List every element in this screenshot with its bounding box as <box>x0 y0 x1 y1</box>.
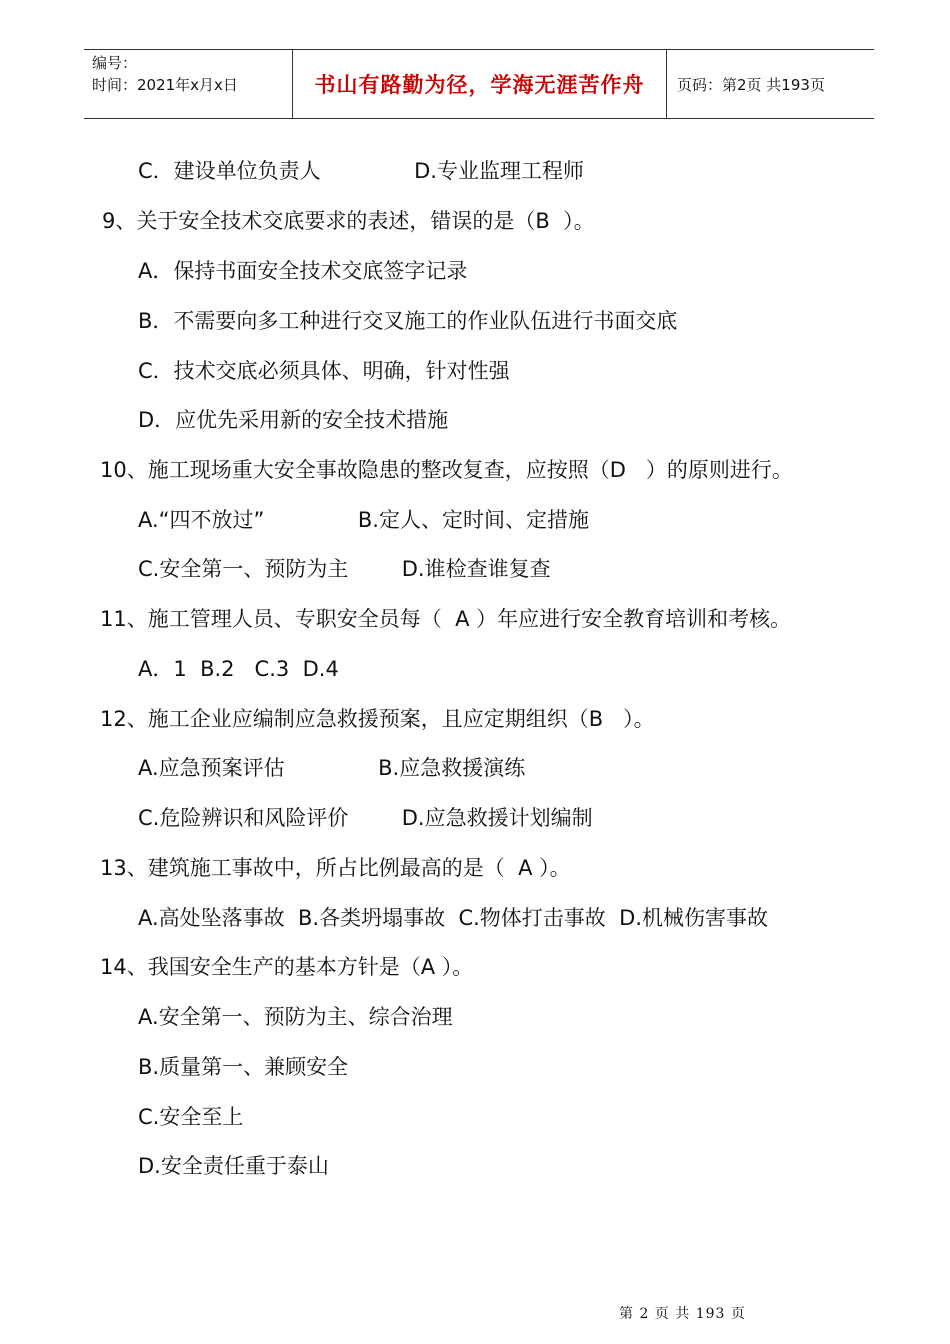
option-line: A．保持书面安全技术交底签字记录 <box>138 259 468 283</box>
option-line: C.安全第一、预防为主 D.谁检查谁复查 <box>138 557 551 581</box>
option-line: C．建设单位负责人 D.专业监理工程师 <box>138 159 584 183</box>
question-line: 13、建筑施工事故中，所占比例最高的是（ A ）。 <box>100 856 571 880</box>
motto-text: 书山有路勤为径，学海无涯苦作舟 <box>314 73 645 97</box>
page-info-text: 页码：第2页 共193页 <box>677 75 825 94</box>
option-line: A．1 B.2 C.3 D.4 <box>138 657 339 681</box>
option-line: A.高处坠落事故 B.各类坍塌事故 C.物体打击事故 D.机械伤害事故 <box>138 906 768 930</box>
number-label: 编号： <box>92 54 138 72</box>
page-footer: 第 2 页 共 193 页 <box>619 1306 746 1322</box>
option-line: A.“四不放过” B.定人、定时间、定措施 <box>138 508 589 532</box>
question-line: 10、施工现场重大安全事故隐患的整改复查，应按照（D ）的原则进行。 <box>100 458 793 482</box>
option-line: B.质量第一、兼顾安全 <box>138 1055 349 1079</box>
header-motto <box>293 50 667 118</box>
page-header <box>84 49 874 119</box>
option-line: D．应优先采用新的安全技术措施 <box>138 408 449 432</box>
header-page-info <box>667 50 874 118</box>
option-line: A.应急预案评估 B.应急救援演练 <box>138 756 526 780</box>
question-line: 12、施工企业应编制应急救援预案，且应定期组织（B ）。 <box>100 707 655 731</box>
option-line: A.安全第一、预防为主、综合治理 <box>138 1005 453 1029</box>
header-meta <box>84 50 293 118</box>
question-line: 9、关于安全技术交底要求的表述，错误的是（B ）。 <box>102 209 595 233</box>
option-line: C.安全至上 <box>138 1105 244 1129</box>
option-line: C．技术交底必须具体、明确，针对性强 <box>138 359 510 383</box>
question-line: 11、施工管理人员、专职安全员每（ A ）年应进行安全教育培训和考核。 <box>100 607 792 631</box>
option-line: C.危险辨识和风险评价 D.应急救援计划编制 <box>138 806 593 830</box>
time-label: 时间：2021年x月x日 <box>92 76 238 94</box>
option-line: D.安全责任重于泰山 <box>138 1154 329 1178</box>
option-line: B．不需要向多工种进行交叉施工的作业队伍进行书面交底 <box>138 309 678 333</box>
question-line: 14、我国安全生产的基本方针是（A ）。 <box>100 955 474 979</box>
